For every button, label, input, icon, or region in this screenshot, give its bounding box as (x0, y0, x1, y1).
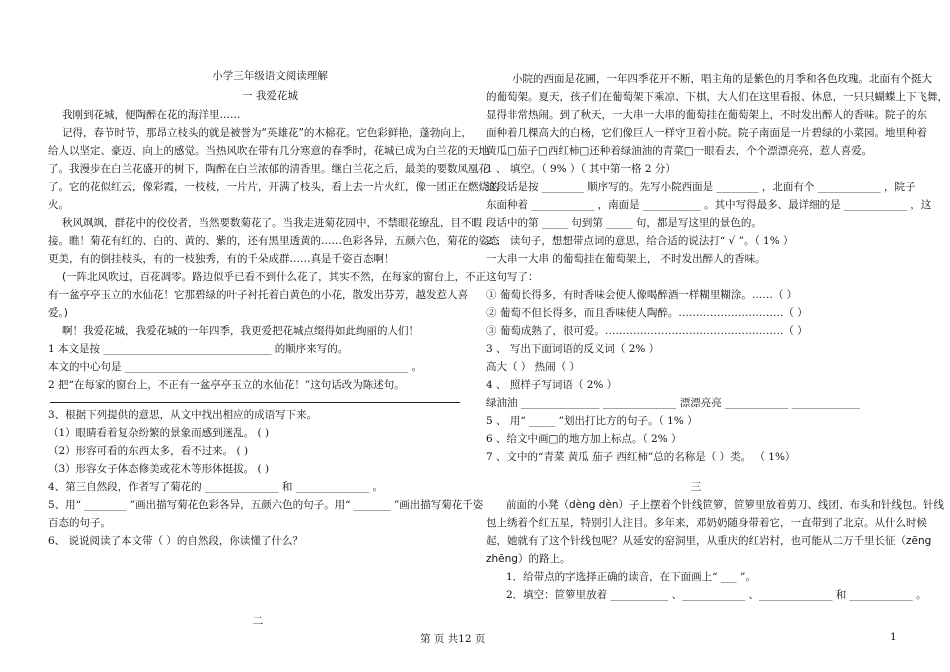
page-title: 小学三年级语文阅读理解 (212, 70, 328, 82)
paragraph-2-line: 了。我漫步在白兰花盛开的树下，陶醉在白兰浓郁的清香里。继白兰花之后，最美的要数凤凰花 (48, 163, 489, 175)
question-line: 高大（ ） 热闹（ ） (486, 361, 581, 373)
page-footer: 第 页 共12 页 (420, 633, 486, 645)
page-number: 1 (890, 631, 897, 643)
passage-3-line: 起，她就有了这个针线包呢？从延安的窑洞里，从重庆的红岩村，也可能从二万千里长征（zēng (486, 535, 932, 547)
question-line: 5 、 用“ _____ ”划出打比方的句子。（ 1% ） (486, 415, 698, 427)
question-line: （3）形容女子体态修美或花木等形体挺拔。 ( ) (48, 463, 270, 475)
question-line: 这段话是按 ________ 顺序写的。先写小院西面是 ________ ，北面有个 ____________ ，院子 (486, 181, 916, 193)
question-line: ② 葡萄不但长得多，而且香味使人陶醉。…………………………（ ） (486, 307, 808, 319)
question-line: 4、第三自然段，作者写了菊花的 ______________ 和 ______________ 。 (48, 481, 384, 493)
question-line: 一大串一大串 的葡萄挂在葡萄架上， 不时发出醉人的香味。 (486, 253, 766, 265)
passage-2-line: 的葡萄架。夏天，孩子们在葡萄架下乘凉、下棋，大人们在这里看报、休息，一只只蝴蝶上下飞舞， (486, 91, 948, 103)
paragraph-3-line: 更美，有的倒挂枝头，有的一枝独秀，有的千朵成群……真是千姿百态啊！ (48, 253, 395, 265)
question-line: 2 把“在每家的窗台上，不正有一盆亭亭玉立的水仙花！”这句话改为陈述句。 (48, 379, 405, 391)
question-line: 6 、给文中画□的地方加上标点。（ 2% ） (486, 433, 682, 445)
passage-2-line: 小院的西面是花圃，一年四季花开不断，唱主角的是紫色的月季和各色玫瑰。北面有个挺大 (512, 73, 932, 85)
question-line: （1）眼睛看着复杂纷繁的景象而感到迷乱。 ( ) (48, 427, 270, 439)
question-line: 5、用“ ________ ”画出描写菊花色彩各异，五颜六色的句子。用“ _______ ”画出描写菊花千姿 (48, 499, 484, 511)
question-line: 段话中的第 _____ 句到第 _____ 句，都是写这里的景色的。 (486, 217, 762, 229)
question-line: 2．填空：笸箩里放着 ___________ 、____________ 、______________ 和 ____________ 。 (506, 589, 927, 601)
question-line: 6、 说说阅读了本文带（ ）的自然段，你读懂了什么？ (48, 535, 303, 547)
question-line: 3 、 写出下面词语的反义词（ 2% ） (486, 343, 660, 355)
paragraph-1: 我刚到花城，便陶醉在花的海洋里…… (62, 109, 241, 121)
question-line: ① 葡萄长得多，有时香味会使人像喝醉酒一样糊里糊涂。……（ ） (486, 289, 798, 301)
question-line: 1 本文是按 ________________________________ 的顺序来写的。 (48, 343, 349, 355)
paragraph-5: 啊！我爱花城，我爱花城的一年四季，我更爱把花城点缀得如此绚丽的人们！ (62, 325, 419, 337)
question-line: 2 、 读句子，想想带点词的意思，给合适的说法打“ √ ”。（ 1% ） (486, 235, 794, 247)
passage-3-line: 前面的小凳（dèng dèn）子上摆着个针线笸箩，笸箩里放着剪刀、线团、布头和针线包。针线 (506, 499, 945, 511)
paragraph-2-line: 记得，春节时节，那昂立枝头的就是被誉为“英雄花”的木棉花。它色彩鲜艳，蓬勃向上， (62, 127, 472, 139)
paragraph-2-line: 了。它的花似红云，像彩霞，一枝枝，一片片，开满了枝头，看上去一片火红，像一团正在燃烧的 (48, 181, 500, 193)
paragraph-3-line: 接。瞧！菊花有红的、白的、黄的、紫的，还有黑里透黄的……色彩各异，五颜六色，菊花的姿态 (48, 235, 500, 247)
paragraph-3-line: 秋风飒飒，群花中的佼佼者，当然要数菊花了。当我走进菊花园中，不禁眼花缭乱，目不暇 (62, 217, 482, 229)
question-line: 3、根据下列提供的意思，从文中找出相应的成语写下来。 (48, 409, 318, 421)
question-line: 4 、 照样子写词语（ 2% ） (486, 379, 618, 391)
passage-2-line: 黄瓜□茄子□西红柿□还种着绿油油的青菜□一眼看去，个个漂漂亮亮，惹人喜爱。 (486, 145, 873, 157)
section-3-heading: 三 (690, 481, 702, 493)
question-line: 1 、 填空。（ 9% ）（ 其中第一格 2 分） (486, 163, 676, 175)
question-line: 这句写了： (486, 271, 539, 283)
passage-2-line: 显得非常热闹。到了秋天，一大串一大串的葡萄挂在葡萄架上，不时发出醉人的香味。院子的东 (486, 109, 927, 121)
question-line: 7 、文中的“青菜 黄瓜 茄子 西红柿”总的名称是（ ）类。 （ 1%） (486, 451, 796, 463)
paragraph-4-line: 有一盆亭亭玉立的水仙花！它那碧绿的叶子衬托着白黄色的小花，散发出芬芳，越发惹人喜 (48, 289, 468, 301)
question-line: ③ 葡萄成熟了，很可爱。……………………………………………（ ） (486, 325, 808, 337)
question-line: 绿油油 _______________ ______________ 漂漂亮亮 ____________ _____________ (486, 397, 860, 409)
question-line: 1．给带点的字选择正确的读音，在下面画上“ ___ ”。 (506, 571, 756, 583)
passage-3-line: zhēng）的路上。 (486, 553, 571, 565)
question-line: 百态的句子。 (48, 517, 111, 529)
question-line: （2）形容可看的东西太多，看不过来。 ( ) (48, 445, 249, 457)
section-2-heading: 二 (252, 615, 264, 627)
question-line: 本文的中心句是 ______________________________________________________ 。 (48, 361, 423, 373)
answer-line (50, 402, 460, 403)
paragraph-4-line: 爱。) (48, 307, 68, 319)
paragraph-4-line: (一阵北风吹过，百花凋零。路边似乎已看不到什么花了，其实不然，在每家的窗台上，不正 (62, 271, 487, 283)
question-line: 东面种着 ____________ ，南面是 ___________ 。其中写得最多、最详细的是 ____________ ，这 (486, 199, 932, 211)
paragraph-2-line: 给人以坚定、豪迈、向上的感觉。当热风吹在带有几分寒意的春季时，花城已成为白兰花的天地 (48, 145, 489, 157)
section-1-subtitle: 一 我爱花城 (242, 90, 298, 102)
paragraph-2-line: 火。 (48, 199, 69, 211)
passage-2-line: 面种着几棵高大的白杨，它们像巨人一样守卫着小院。院子南面是一片碧绿的小菜园。地里种着 (486, 127, 927, 139)
passage-3-line: 包上绣着个红五星，特别引人注目。多年来，邓奶奶随身带着它，一直带到了北京。从什么时候 (486, 517, 927, 529)
